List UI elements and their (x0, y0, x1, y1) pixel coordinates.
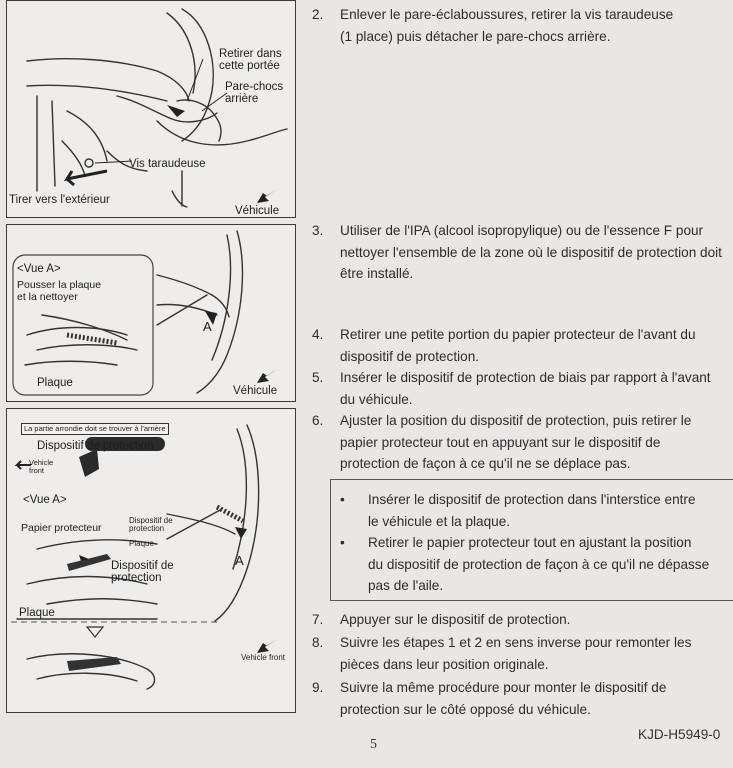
step-text-line: nettoyer l'ensemble de la zone où le dispositif de protection doit (340, 244, 722, 260)
step-6 (312, 410, 733, 475)
label-vehicle: Véhicule (233, 385, 278, 397)
step-number: 2. (312, 7, 324, 22)
step-number: 8. (312, 635, 324, 650)
label-plate: Plaque (37, 377, 73, 389)
step-number: 9. (312, 680, 324, 695)
step-text-line: Appuyer sur le dispositif de protection. (340, 612, 571, 627)
bullet-dot: • (340, 492, 345, 507)
step-3 (312, 220, 733, 285)
note-bullet-2 (340, 532, 709, 597)
label-vehicle: Véhicule (235, 205, 280, 217)
figure-remove-bumper-drawing (7, 1, 296, 218)
label-view-a: <Vue A> (23, 494, 67, 506)
bullet-text-line: le véhicule et la plaque. (368, 513, 511, 529)
step-number: 5. (312, 370, 324, 385)
step-number: 6. (312, 413, 324, 428)
label-vehicle-front-small-2: front (29, 466, 45, 475)
step-text-line: Utiliser de l'IPA (alcool isopropylique) ou de l'essence F pour (340, 223, 704, 238)
figure-clean-area-drawing (7, 225, 296, 402)
label-remove-here-2: cette portée (219, 60, 280, 72)
label-remove-here-1: Retirer dans (219, 48, 282, 60)
step-text-line: Ajuster la position du dispositif de protection, puis retirer le (340, 413, 692, 428)
label-protector-small-2: protection (129, 524, 165, 533)
step-7 (312, 609, 733, 631)
step-5 (312, 367, 733, 410)
figure-insert-protector (6, 408, 296, 713)
label-a: A (235, 553, 244, 568)
step-4 (312, 324, 733, 367)
bullet-text-line: Retirer le papier protecteur tout en ajustant la position (368, 535, 692, 550)
document-code: KJD-H5949-0 (638, 727, 721, 742)
step-text-line: papier protecteur tout en appuyant sur le dispositif de (340, 434, 661, 450)
step-number: 3. (312, 223, 324, 238)
label-push-plate-1: Pousser la plaque (17, 279, 102, 291)
label-protector-mid-2: protection (111, 572, 162, 584)
label-protector: Dispositif de protection (37, 440, 154, 452)
label-vehicle-front: Vehicle front (241, 653, 286, 662)
label-push-plate-2: et la nettoyer (17, 291, 78, 303)
step-number: 7. (312, 612, 324, 627)
label-a: A (203, 319, 212, 334)
step-text-line: Insérer le dispositif de protection de biais par rapport à l'avant (340, 370, 711, 385)
step-9 (312, 677, 733, 720)
step-text-line: (1 place) puis détacher le pare-chocs arrière. (340, 28, 611, 44)
figure-remove-bumper (6, 0, 296, 218)
label-protector-mid-1: Dispositif de (111, 560, 174, 572)
label-vehicle-front-small-1: Vehicle (29, 458, 54, 467)
label-rear-bumper-1: Pare-chocs (225, 81, 284, 93)
label-view-a: <Vue A> (17, 263, 61, 275)
page-number: 5 (370, 737, 377, 752)
step-text-line: être installé. (340, 266, 414, 281)
bullet-text-line: pas de l'aile. (368, 578, 444, 593)
bullet-text-line: Insérer le dispositif de protection dans l'interstice entre (368, 492, 696, 507)
step-text-line: pièces dans leur position originale. (340, 656, 549, 672)
bullet-text-line: du dispositif de protection de façon à ce qu'il ne dépasse (368, 556, 710, 572)
note-bullet-1 (340, 489, 696, 532)
step-text-line: protection sur le côté opposé du véhicule. (340, 701, 591, 717)
label-protective-paper: Papier protecteur (21, 522, 102, 534)
figure-clean-area (6, 224, 296, 402)
bullet-dot: • (340, 535, 345, 550)
step-text-line: Suivre la même procédure pour monter le dispositif de (340, 680, 667, 695)
step-text-line: Suivre les étapes 1 et 2 en sens inverse pour remonter les (340, 635, 692, 650)
label-plate-small: Plaque (129, 539, 154, 548)
step-number: 4. (312, 327, 324, 342)
label-protector-small-1: Dispositif de (129, 516, 173, 525)
label-plate: Plaque (19, 607, 55, 619)
label-tapping-screw: Vis taraudeuse (129, 158, 206, 170)
step-text-line: du véhicule. (340, 391, 413, 407)
step-text-line: dispositif de protection. (340, 348, 480, 364)
note-rounded-part: La partie arrondie doit se trouver à l'arrière (21, 423, 169, 435)
step-8 (312, 632, 733, 675)
label-pull-outward: Tirer vers l'extérieur (9, 194, 110, 206)
step-text-line: protection de façon à ce qu'il ne se déplace pas. (340, 456, 631, 471)
step-text-line: Enlever le pare-éclaboussures, retirer la vis taraudeuse (340, 7, 674, 22)
step-2 (312, 4, 733, 47)
step-text-line: Retirer une petite portion du papier protecteur de l'avant du (340, 327, 696, 342)
label-rear-bumper-2: arrière (225, 93, 259, 105)
